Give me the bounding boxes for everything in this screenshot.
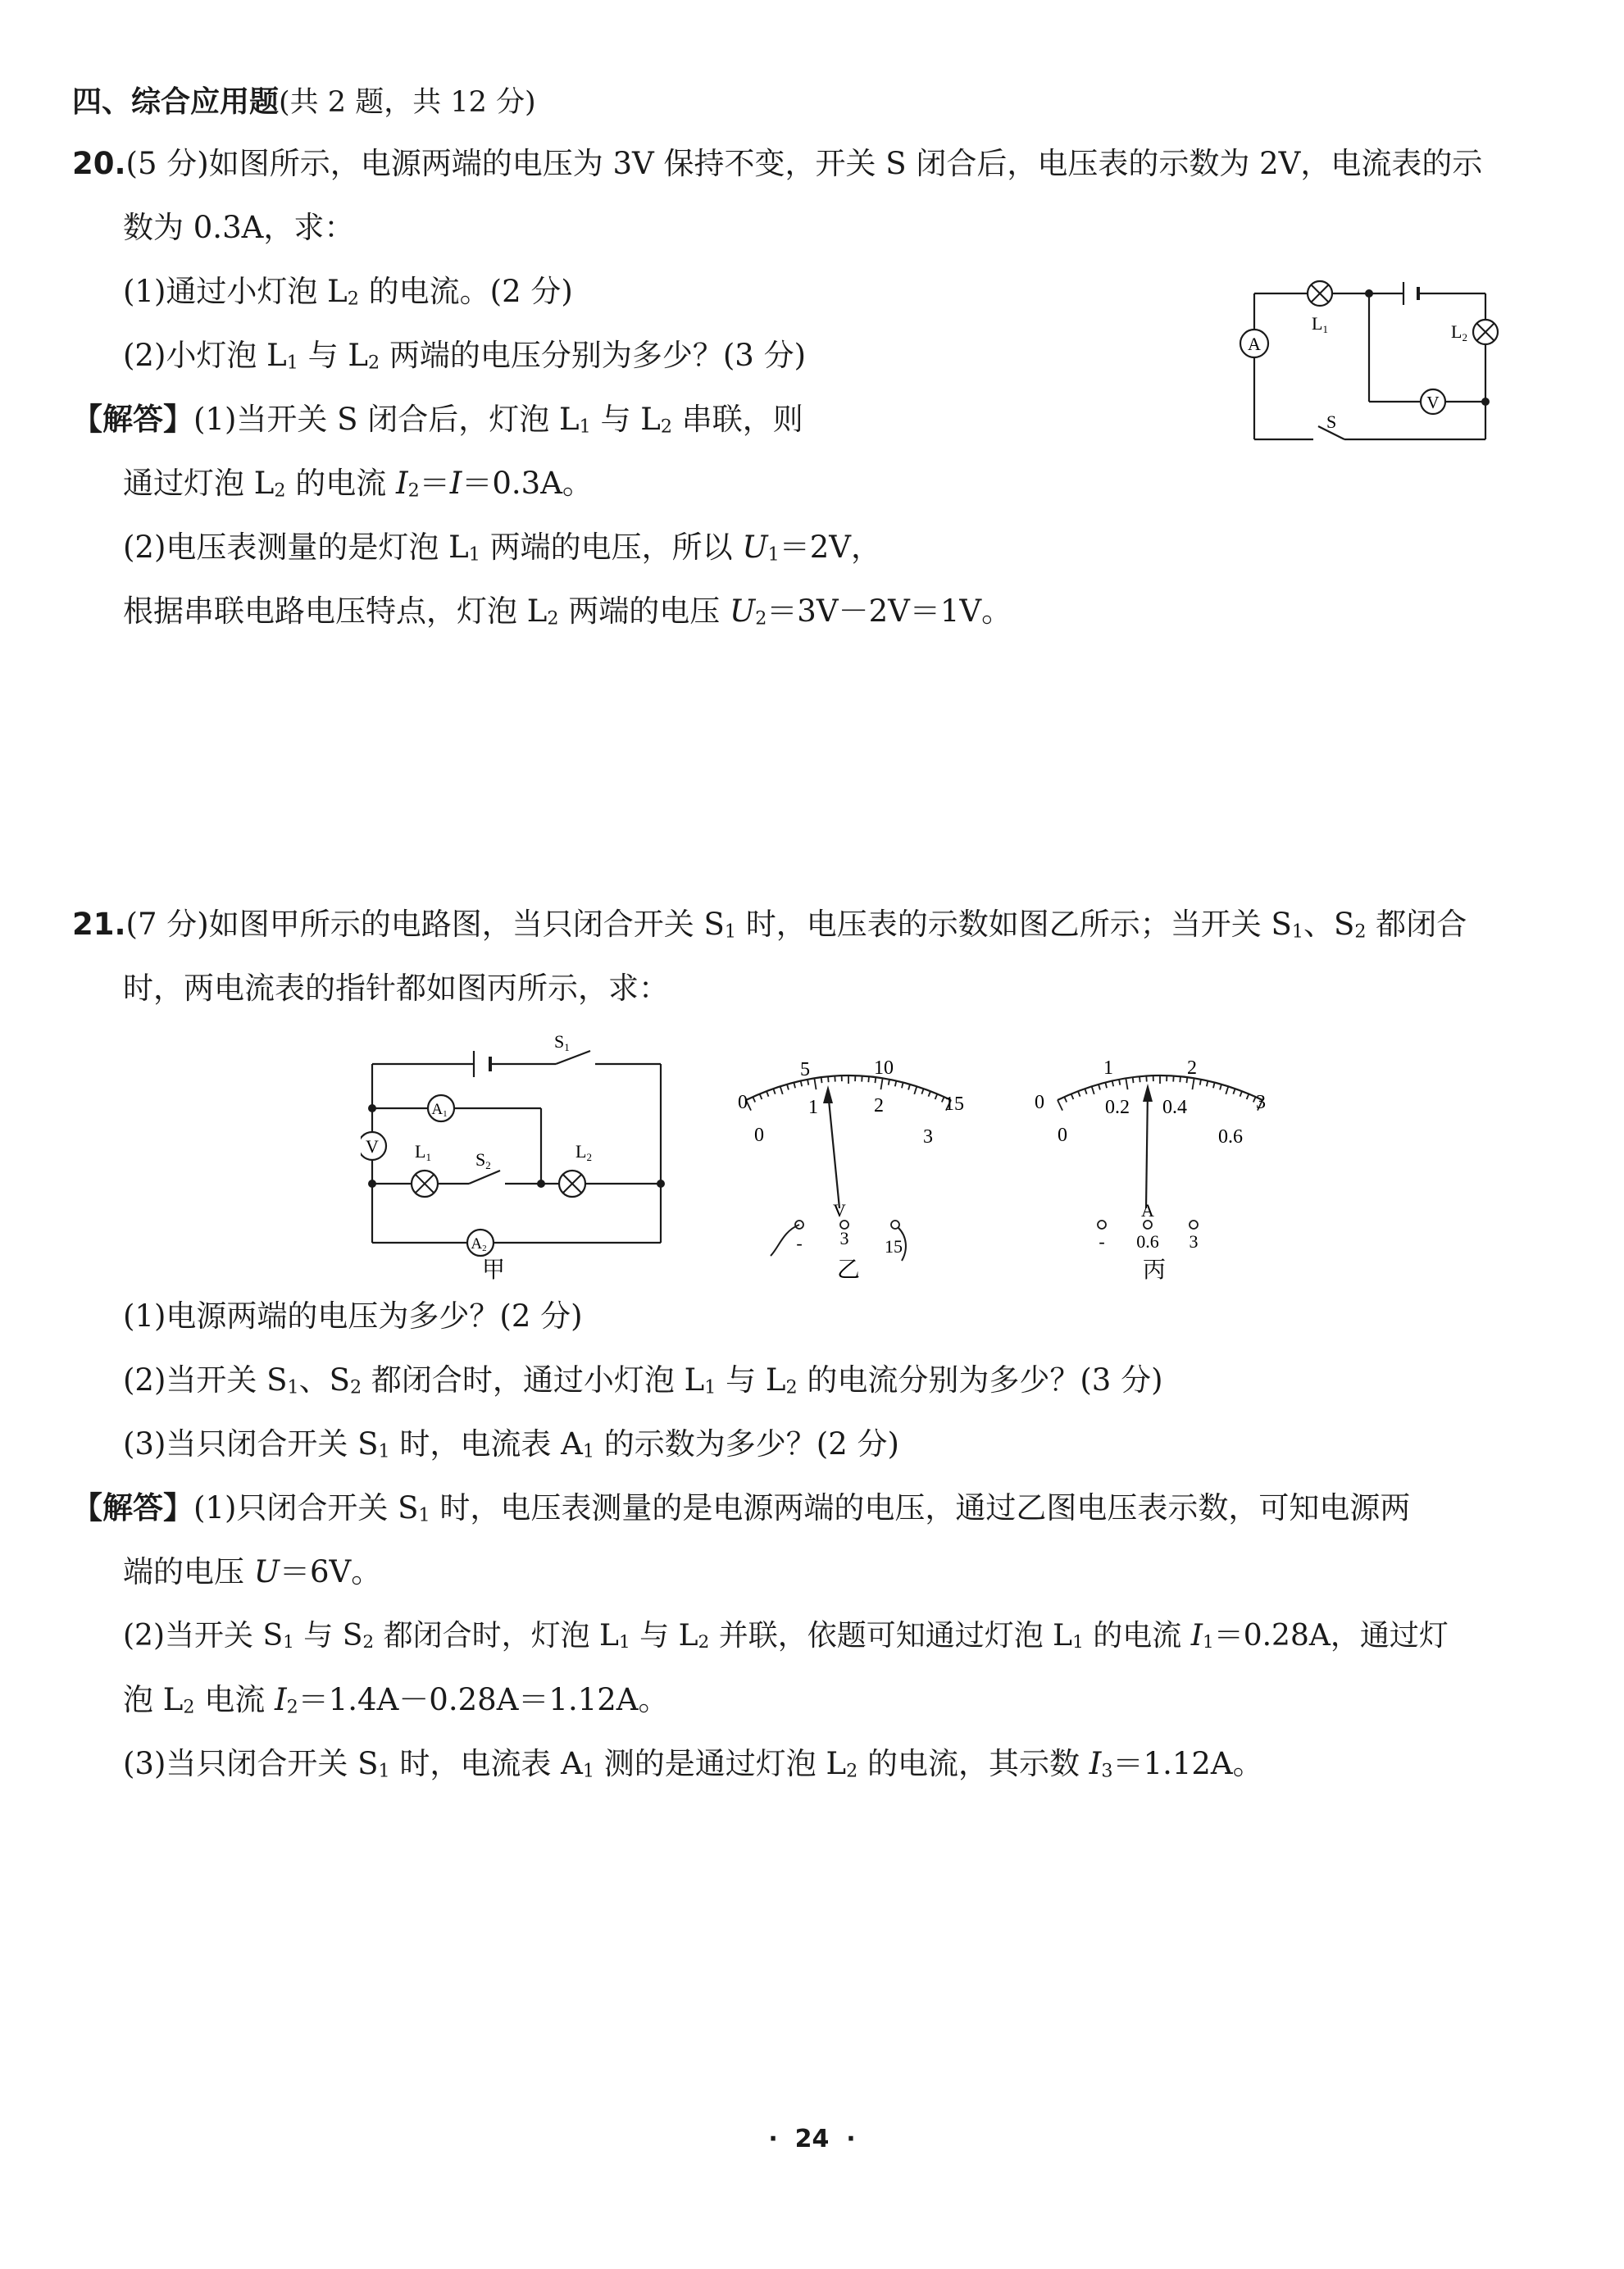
bing-term-06: 0.6 [1136,1231,1159,1252]
q21-answer-line1: 【解答】(1)只闭合开关 $S_1$ 时，电压表测量的是电源两端的电压，通过乙图电压表示数，可知电源两 [72,1490,1411,1526]
lamp-l2-icon [559,1171,585,1197]
section-title: 四、综合应用题 [72,85,280,119]
meter-tick [760,1094,762,1099]
yi-term-3: 3 [839,1228,849,1248]
yi-top-5: 5 [800,1059,810,1080]
q20-answer-line4: 根据串联电路电压特点，灯泡 $L_2$ 两端的电压 $U_2=3V-2V=1V$。 [123,593,1012,630]
meter-tick [1112,1081,1114,1087]
bing-term-neg: - [1099,1231,1105,1252]
yi-bot-3: 3 [923,1126,933,1148]
svg-text:A1: A1 [431,1101,448,1119]
q20-stem-line2: 数为 0.3A，求： [123,210,355,245]
q21-number: 21. [72,907,126,942]
svg-text:A: A [1248,334,1261,354]
lamp-l2-icon [1473,320,1498,344]
q21-answer-line5: (3)当只闭合开关 $S_1$ 时，电流表 $A_1$ 测的是通过灯泡 $L_2$ 的电流，其示数 $I_3=1.12A$。 [123,1746,1263,1782]
meter-tick [1133,1077,1134,1083]
meter-tick [801,1081,803,1087]
meter-tick [908,1084,910,1090]
q21-answer-label: 【解答】 [72,1490,193,1526]
yi-bot-0: 0 [754,1125,764,1146]
meter-tick [1247,1094,1249,1099]
meter-tick [1240,1091,1242,1097]
ammeter-icon [1240,330,1268,357]
bing-bot-02: 0.2 [1105,1097,1130,1118]
q20-answer-label: 【解答】 [72,402,193,437]
meter-tick [767,1091,769,1097]
bing-bot-06: 0.6 [1218,1126,1243,1148]
voltmeter-icon [361,1132,386,1160]
q21-fig-yi-voltmeter [713,1034,984,1280]
svg-text:V: V [1426,393,1440,412]
meter-tick [1192,1078,1194,1089]
meter-tick [914,1086,917,1094]
svg-text:A2: A2 [471,1235,487,1253]
meter-tick [880,1078,882,1089]
meter-tick [868,1076,869,1082]
meter-tick [902,1083,903,1089]
section-heading [72,84,536,120]
meter-tick [895,1081,897,1087]
q21-part3: (3)当只闭合开关 $S_1$ 时，电流表 $A_1$ 的示数为多少？(2 分) [123,1426,899,1462]
meter-tick [753,1097,755,1102]
bing-top-0: 0 [1035,1092,1044,1113]
meter-tick [1085,1089,1086,1094]
meter-tick [928,1091,930,1097]
fig-bing-caption: 丙 [1142,1257,1167,1280]
bing-needle [1146,1090,1148,1208]
q21-fig-jia-circuit [361,1034,672,1280]
meter-tick [921,1089,923,1094]
yi-bot-1: 1 [808,1097,818,1118]
fig-jia-caption: 甲 [481,1257,506,1280]
meter-tick [1092,1086,1094,1094]
meter-tick [787,1084,789,1090]
meter-tick [1207,1081,1208,1087]
page-number: · 24 · [768,2125,856,2153]
q20-answer-line2: 通过灯泡 $L_2$ 的电流 $I_2=I=0.3A$。 [123,466,593,502]
yi-term-15: 15 [885,1236,903,1257]
q21-answer-line4: 泡 $L_2$ 电流 $I_2=1.4A-0.28A=1.12A$。 [123,1682,669,1718]
meter-tick [828,1076,829,1082]
svg-text:V: V [366,1136,379,1157]
q21-fig-bing-ammeter [1025,1034,1295,1280]
q21-answer-line3: (2)当开关 $S_1$ 与 $S_2$ 都闭合时，灯泡 $L_1$ 与 $L_2$ 并联，依题可知通过灯泡 $L_1$ 的电流 $I_1=0.28A$，通过灯 [123,1619,1449,1653]
meter-tick [1220,1084,1221,1090]
yi-unit: V [833,1200,846,1221]
meter-tick [814,1078,816,1089]
switch-s1-label: S1 [554,1034,570,1053]
q21-stem-line1: 21.(7 分)如图甲所示的电路图，当只闭合开关 $S_1$ 时，电压表的示数如图乙所示；当开关 $S_1$、$S_2$ 都闭合 [72,907,1467,943]
bing-top-1: 1 [1103,1057,1113,1079]
q20-answer-line1: 【解答】(1)当开关 S 闭合后，灯泡 $L_1$ 与 $L_2$ 串联，则 [72,402,803,438]
q21-part2: (2)当开关 $S_1$、$S_2$ 都闭合时，通过小灯泡 $L_1$ 与 $L_2$ 的电流分别为多少？(3 分) [123,1362,1163,1398]
q20-circuit-figure [1221,261,1517,449]
lamp-l2-label: L2 [1451,321,1467,343]
q21-answer-line2: 端的电压 U＝6V。 [123,1554,382,1589]
meter-tick [1119,1080,1120,1085]
ammeter-a2-icon [467,1230,494,1256]
yi-bot-2: 2 [874,1095,884,1116]
junction-dot [1481,398,1490,406]
bing-top-3: 3 [1256,1092,1266,1113]
meter-tick [821,1077,822,1083]
meter-tick [1226,1086,1228,1094]
bing-unit: A [1141,1200,1154,1221]
meter-tick [935,1094,938,1099]
meter-tick [1105,1083,1107,1089]
switch-s2-label: S2 [475,1149,491,1171]
meter-tick [1200,1080,1201,1085]
yi-term-neg: - [796,1233,803,1253]
q21-part1: (1)电源两端的电压为多少？(2 分) [123,1298,583,1334]
bing-term-3: 3 [1189,1231,1199,1252]
meter-tick [1213,1083,1215,1089]
q20-part2: (2)小灯泡 $L_1$ 与 $L_2$ 两端的电压分别为多少？(3 分) [123,338,807,374]
meter-tick [1099,1084,1100,1090]
q20-number: 20. [72,146,126,181]
yi-top-15: 15 [944,1094,964,1115]
lamp-l1-label: L1 [1312,313,1328,335]
lamp-l1-label: L1 [415,1141,431,1163]
meter-tick [1078,1091,1080,1097]
yi-needle [828,1092,839,1208]
yi-top-0: 0 [738,1092,748,1113]
q20-answer-line3: (2)电压表测量的是灯泡 $L_1$ 两端的电压，所以 $U_1=2V$， [123,530,881,566]
meter-tick [1064,1097,1067,1102]
yi-top-10: 10 [874,1057,894,1079]
fig-yi-caption: 乙 [836,1257,861,1280]
lamp-l2-label: L2 [575,1141,592,1163]
q20-stem-line1: 20.(5 分)如图所示，电源两端的电压为 3V 保持不变，开关 S 闭合后，电压表的示数为 2V，电流表的示 [72,146,1483,181]
junction-dot [1365,289,1373,298]
meter-tick [780,1086,783,1094]
meter-tick [1126,1078,1127,1089]
switch-label: S [1326,412,1337,432]
lamp-l1-icon [412,1171,438,1197]
lamp-l1-icon [1308,281,1332,306]
bing-bot-04: 0.4 [1162,1097,1187,1118]
bing-bot-0: 0 [1058,1125,1067,1146]
meter-tick [1071,1094,1074,1099]
meter-tick [794,1083,795,1089]
ammeter-a1-icon [428,1095,454,1121]
meter-tick [1233,1089,1235,1094]
bing-top-2: 2 [1187,1057,1197,1079]
meter-tick [1058,1100,1062,1111]
meter-tick [773,1089,775,1094]
voltmeter-icon [1421,389,1445,414]
q20-part1: (1)通过小灯泡 $L_2$ 的电流。(2 分) [123,274,573,310]
section-meta: (共 2 题，共 12 分) [279,86,536,119]
q21-stem-line2: 时，两电流表的指针都如图丙所示，求： [123,971,669,1006]
